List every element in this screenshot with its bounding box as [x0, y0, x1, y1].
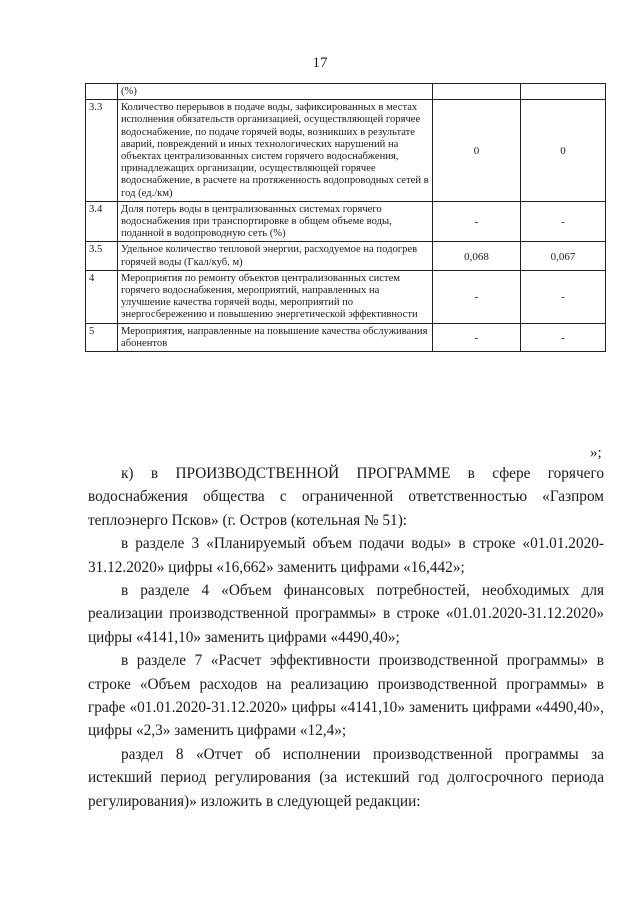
paragraph: в разделе 4 «Объем финансовых потребностей, необходимых для реализации производственной программы» в строке «01.01.2020-31.12.2020» цифры «4141,10» заменить цифрами «4490,40»;	[88, 582, 604, 646]
paragraph: в разделе 7 «Расчет эффективности производственной программы» в строке «Объем расходов на реализацию производственной программы» в графе «01.01.2020-31.12.2020» цифры «4141,10» заменить цифрами «4490,40», цифры «2,3» заменить цифрами «12,4»;	[88, 652, 604, 740]
row-value-1: 0,068	[433, 242, 521, 270]
table-row	[86, 100, 606, 202]
row-description: (%)	[118, 84, 433, 100]
row-value-1: -	[433, 323, 521, 351]
row-value-2	[521, 84, 606, 100]
page-number: 17	[312, 55, 328, 71]
paragraph: раздел 8 «Отчет об исполнении производственной программы за истекший период регулирования (за истекший год долгосрочного периода регулирования)» изложить в следующей редакции:	[88, 745, 604, 810]
row-value-2: -	[521, 323, 606, 351]
row-number: 3.3	[86, 100, 118, 202]
row-number	[86, 84, 118, 100]
table-row	[86, 242, 606, 270]
row-description: Мероприятия, направленные на повышение качества обслуживания абонентов	[118, 323, 433, 351]
row-value-1	[433, 84, 521, 100]
row-description: Доля потерь воды в централизованных системах горячего водоснабжения при транспортировке в общем объеме воды, поданной в водопроводную сеть (%)	[118, 201, 433, 242]
row-description: Мероприятия по ремонту объектов централизованных систем горячего водоснабжения, мероприятий, направленных на улучшение качества горячей воды, мероприятий по энергосбережению и повышению энергетической эффективности	[118, 270, 433, 323]
row-value-2: 0,067	[521, 242, 606, 270]
row-value-2: -	[521, 270, 606, 323]
paragraph: в разделе 3 «Планируемый объем подачи воды» в строке «01.01.2020-31.12.2020» цифры «16,662» заменить цифрами «16,442»;	[88, 535, 604, 576]
amendment-text	[88, 462, 604, 813]
row-number: 5	[86, 323, 118, 351]
paragraph: к) в ПРОИЗВОДСТВЕННОЙ ПРОГРАММЕ в сфере горячего водоснабжения общества с ограниченной ответственностью «Газпром теплоэнерго Псков» (г. Остров (котельная № 51):	[88, 465, 604, 529]
row-value-2: 0	[521, 100, 606, 202]
closing-quote-mark: »;	[590, 445, 602, 461]
row-value-1: 0	[433, 100, 521, 202]
row-value-2: -	[521, 201, 606, 242]
row-value-1: -	[433, 270, 521, 323]
row-number: 4	[86, 270, 118, 323]
table-row	[86, 270, 606, 323]
table-row	[86, 323, 606, 351]
table-row	[86, 201, 606, 242]
row-value-1: -	[433, 201, 521, 242]
row-description: Удельное количество тепловой энергии, расходуемое на подогрев горячей воды (Гкал/куб. м)	[118, 242, 433, 270]
indicators-table	[85, 83, 606, 352]
table-row	[86, 84, 606, 100]
row-number: 3.5	[86, 242, 118, 270]
row-description: Количество перерывов в подаче воды, зафиксированных в местах исполнения обязательств организацией, осуществляющей горячее водоснабжение, по подаче горячей воды, возникших в результате аварий, повреждений и иных технологических нарушений на объектах централизованных систем горячего водоснабжения, принадлежащих организации, осуществляющей горячее водоснабжение, в расчете на протяженность водопроводных сетей в год (ед./км)	[118, 100, 433, 202]
row-number: 3.4	[86, 201, 118, 242]
